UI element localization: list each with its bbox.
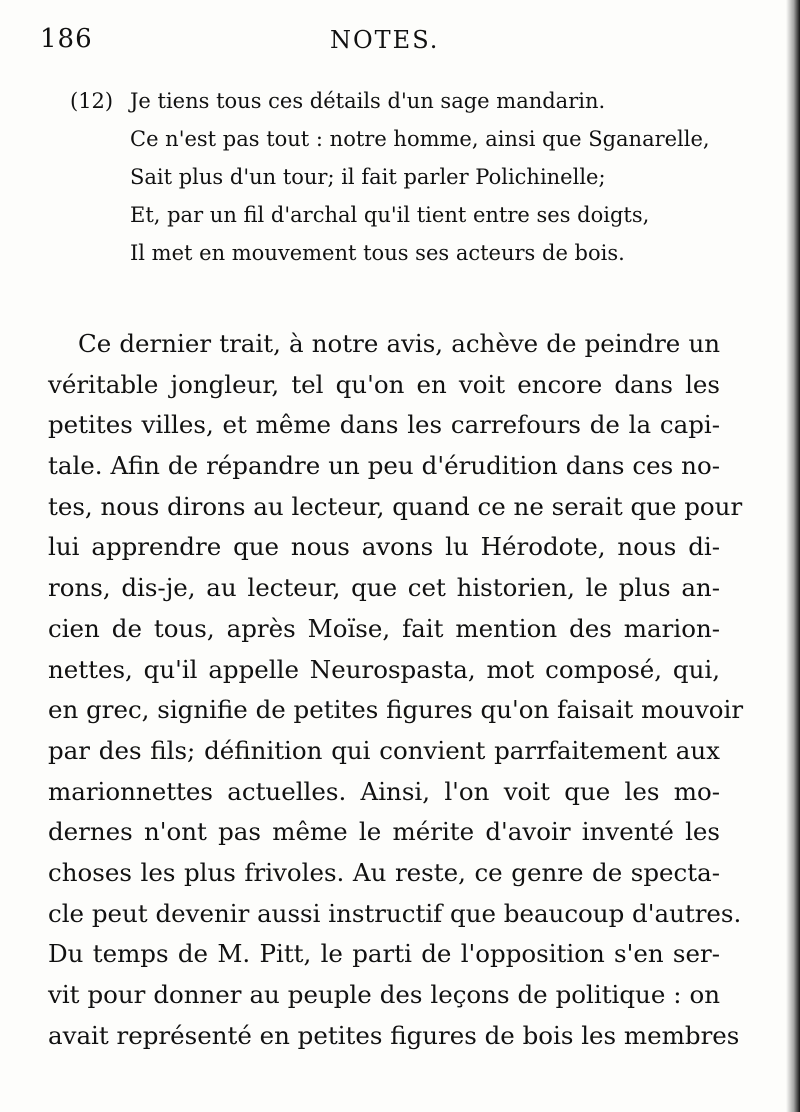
verse-note [70,82,750,272]
body-line: dernes n'ont pas même le mérite d'avoir inventé les [48,817,720,847]
verse-line [70,234,750,272]
body-line: cle peut devenir aussi instructif que beaucoup d'autres. [48,898,742,928]
verse-line [70,120,750,158]
running-head: NOTES. [330,26,440,54]
body-line: cien de tous, après Moïse, fait mention des marion- [48,613,720,643]
verse-line [70,158,750,196]
body-line: marionnettes actuelles. Ainsi, l'on voit que les mo- [48,776,720,806]
verse-line-text: Il met en mouvement tous ses acteurs de bois. [130,241,625,265]
body-line: véritable jongleur, tel qu'on en voit encore dans les [48,369,720,399]
body-line: vit pour donner au peuple des leçons de politique : on [48,980,720,1009]
body-line: Ce dernier trait, à notre avis, achève de peindre un [78,329,720,358]
page-header [40,20,740,60]
verse-line-text: Sait plus d'un tour; il fait parler Polichinelle; [130,165,606,189]
body-line: choses les plus frivoles. Au reste, ce genre de specta- [48,857,720,887]
body-paragraph [48,324,744,1056]
body-line: lui apprendre que nous avons lu Hérodote, nous di- [48,532,720,562]
page-edge-shadow [786,0,800,1112]
body-line: petites villes, et même dans les carrefours de la capi- [48,410,720,440]
body-line: tale. Afin de répandre un peu d'érudition dans ces no- [48,451,720,481]
body-line: nettes, qu'il appelle Neurospasta, mot composé, qui, [48,654,720,684]
verse-line [70,82,750,120]
body-line: par des fils; définition qui convient parrfaitement aux [48,735,720,765]
body-line: tes, nous dirons au lecteur, quand ce ne serait que pour [48,491,743,521]
body-line: avait représenté en petites figures de bois les membres [48,1020,740,1050]
verse-line-text: Et, par un fil d'archal qu'il tient entre ses doigts, [130,203,650,227]
verse-line-text: Ce n'est pas tout : notre homme, ainsi que Sganarelle, [130,127,710,151]
body-line: Du temps de M. Pitt, le parti de l'opposition s'en ser- [48,939,720,969]
body-line: rons, dis-je, au lecteur, que cet historien, le plus an- [48,573,720,603]
page-number: 186 [40,24,93,54]
verse-line-text: Je tiens tous ces détails d'un sage mandarin. [130,89,606,113]
body-line: en grec, signifie de petites figures qu'on faisait mouvoir [48,695,744,725]
verse-line [70,196,750,234]
note-marker: (12) [70,89,114,113]
